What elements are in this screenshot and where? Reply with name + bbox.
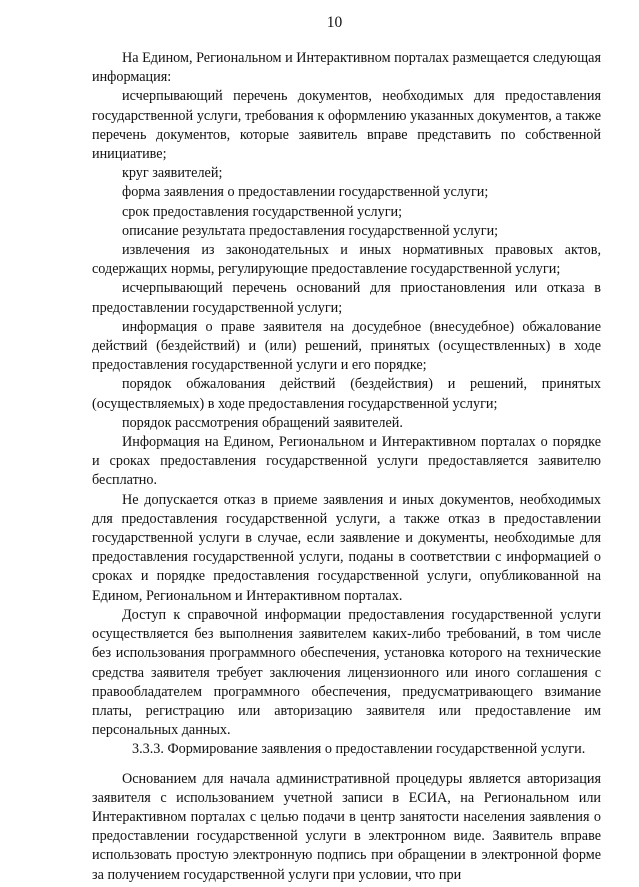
paragraph-procedure-basis: Основанием для начала административной процедуры является авторизация заявителя с использованием учетной записи в ЕСИА, на Региональном или Интерактивном порталах с целью подачи в центр занятости населения заявления о предоставлении государственной услуги в электронном виде. Заявитель вправе использовать простую электронную подпись при обращении в электронной форме за получением государственной услуги при условии, что при [92,770,601,883]
list-item-appeal-procedure: порядок обжалования действий (бездействия) и решений, принятых (осуществляемых) в ходе предоставления государственной услуги; [92,376,601,412]
section-heading-3-3-3: 3.3.3. Формирование заявления о предоставлении государственной услуги. [132,741,586,758]
list-item-applicants: круг заявителей; [122,165,223,182]
list-item-appeal-right: информация о праве заявителя на досудебное (внесудебное) обжалование действий (бездействий) и (или) решений, принятых (осуществленных) в ходе предоставления государственной услуги и его порядке; [92,318,601,374]
document-body [92,49,601,885]
list-item-review-procedure: порядок рассмотрения обращений заявителей. [122,414,403,431]
list-item-result: описание результата предоставления государственной услуги; [122,222,499,239]
list-item-legislation: извлечения из законодательных и иных нормативных правовых актов, содержащих нормы, регулирующие предоставление государственной услуги; [92,242,601,278]
list-item-refusal-grounds: исчерпывающий перечень оснований для приостановления или отказа в предоставлении государственной услуги; [92,280,601,316]
paragraph-no-refusal: Не допускается отказ в приеме заявления и иных документов, необходимых для предоставления государственной услуги, а также отказ в предоставлении государственной услуги в случае, если заявление и документы, необходимые для предоставления государственной услуги, поданы в соответствии с информацией о сроках и порядке предоставления государственной услуги, опубликованной на Едином, Региональном и Интерактивном порталах. [92,491,601,604]
paragraph-free-info: Информация на Едином, Региональном и Интерактивном порталах о порядке и сроках предоставления государственной услуги предоставляется заявителю бесплатно. [92,434,601,489]
page-number: 10 [326,14,343,31]
paragraph-intro: На Едином, Региональном и Интерактивном порталах размещается следующая информация: [92,50,601,86]
paragraph-reference-access: Доступ к справочной информации предоставления государственной услуги осуществляется без выполнения заявителем каких-либо требований, в том числе без использования программного обеспечения, установка которого на технические средства заявителя требует заключения лицензионного или иного соглашения с правообладателем программного обеспечения, предусматривающего взимание платы, регистрацию или авторизацию заявителя или предоставление им персональных данных. [92,606,601,739]
list-item-term: срок предоставления государственной услуги; [122,203,403,220]
list-item-application-form: форма заявления о предоставлении государственной услуги; [122,184,489,201]
list-item-documents: исчерпывающий перечень документов, необходимых для предоставления государственной услуги, требования к оформлению указанных документов, а также перечень документов, которые заявитель вправе представить по собственной инициативе; [92,88,601,163]
